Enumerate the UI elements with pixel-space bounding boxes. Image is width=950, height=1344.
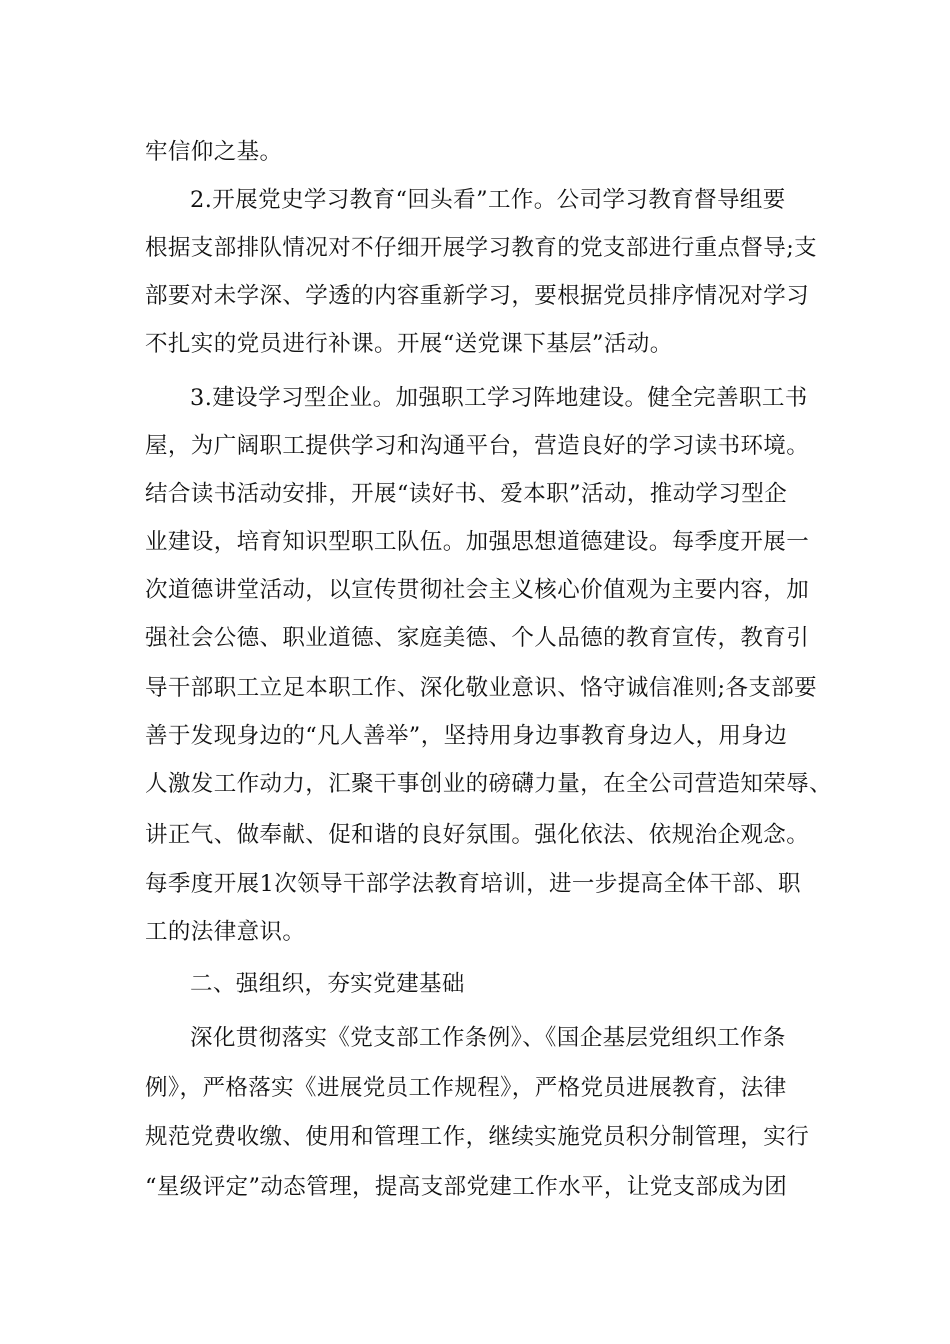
section-heading: 二、强组织，夯实党建基础 [190, 971, 465, 997]
text-line: 每季度开展1次领导干部学法教育培训，进一步提高全体干部、职 [145, 871, 801, 897]
text-line: 不扎实的党员进行补课。开展“送党课下基层”活动。 [145, 331, 673, 357]
text-line: 牢信仰之基。 [145, 139, 283, 165]
paragraph-start-line: 3.建设学习型企业。加强职工学习阵地建设。健全完善职工书 [190, 385, 808, 411]
text-line: 部要对未学深、学透的内容重新学习，要根据党员排序情况对学习 [145, 283, 810, 309]
text-line: “星级评定”动态管理，提高支部党建工作水平，让党支部成为团 [145, 1174, 788, 1200]
text-line: 讲正气、做奉献、促和谐的良好氛围。强化依法、依规治企观念。 [145, 822, 810, 848]
text-line: 人激发工作动力，汇聚干事创业的磅礴力量，在全公司营造知荣辱、 [145, 771, 833, 797]
text-line: 根据支部排队情况对不仔细开展学习教育的党支部进行重点督导;支 [145, 235, 818, 261]
text-line: 导干部职工立足本职工作、深化敬业意识、恪守诚信准则;各支部要 [145, 675, 818, 701]
text-line: 屋，为广阔职工提供学习和沟通平台，营造良好的学习读书环境。 [145, 433, 810, 459]
paragraph-start-line: 深化贯彻落实《党支部工作条例》、《国企基层党组织工作条 [190, 1025, 786, 1051]
paragraph-start-line: 2.开展党史学习教育“回头看”工作。公司学习教育督导组要 [190, 187, 786, 213]
text-line: 工的法律意识。 [145, 919, 306, 945]
text-line: 次道德讲堂活动，以宣传贯彻社会主义核心价值观为主要内容，加 [145, 577, 810, 603]
text-line: 例》，严格落实《进展党员工作规程》，严格党员进展教育，法律 [145, 1075, 787, 1101]
text-line: 强社会公德、职业道德、家庭美德、个人品德的教育宣传，教育引 [145, 625, 810, 651]
text-line: 结合读书活动安排，开展“读好书、爱本职”活动，推动学习型企 [145, 481, 788, 507]
text-line: 业建设，培育知识型职工队伍。加强思想道德建设。每季度开展一 [145, 529, 810, 555]
text-line: 规范党费收缴、使用和管理工作，继续实施党员积分制管理，实行 [145, 1124, 810, 1150]
text-line: 善于发现身边的“凡人善举”，坚持用身边事教育身边人，用身边 [145, 723, 788, 749]
